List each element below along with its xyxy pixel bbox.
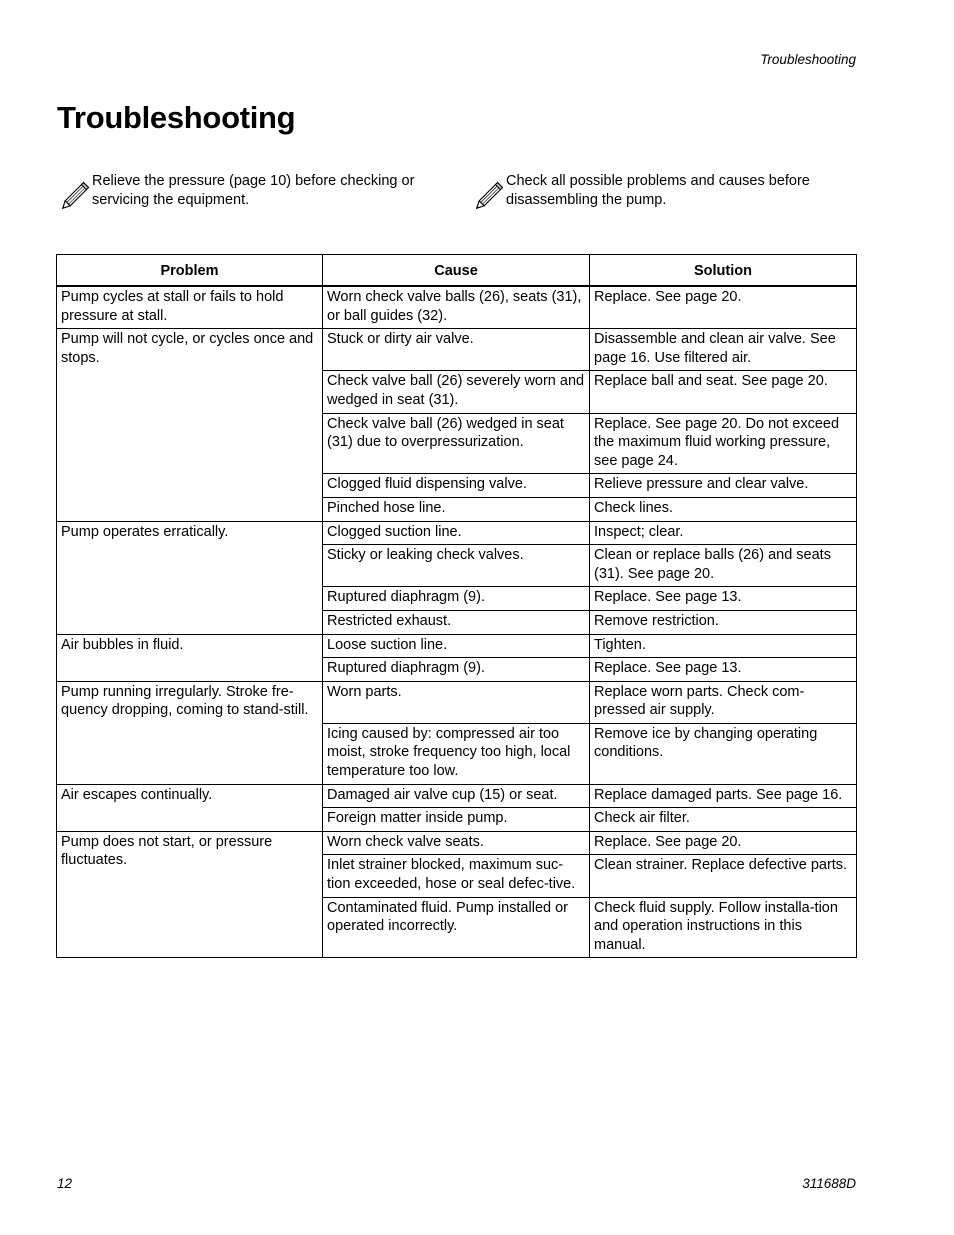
cause-cell: Ruptured diaphragm (9). (323, 587, 590, 611)
solution-cell: Clean or replace balls (26) and seats (31). See page 20. (590, 545, 857, 587)
cause-cell: Worn check valve balls (26), seats (31), or ball guides (32). (323, 286, 590, 329)
solution-cell: Check fluid supply. Follow installa-tion and operation instructions in this manual. (590, 897, 857, 958)
cause-cell: Pinched hose line. (323, 497, 590, 521)
note-text: Relieve the pressure (page 10) before checking or servicing the equipment. (92, 173, 415, 208)
solution-cell: Check lines. (590, 497, 857, 521)
solution-cell: Disassemble and clean air valve. See page 16. Use filtered air. (590, 329, 857, 371)
note-text: Check all possible problems and causes before disassembling the pump. (506, 173, 810, 208)
cause-cell: Stuck or dirty air valve. (323, 329, 590, 371)
header-solution: Solution (590, 255, 857, 287)
table-row (57, 521, 857, 545)
solution-cell: Replace. See page 20. (590, 286, 857, 329)
table-row (57, 681, 857, 723)
pencil-icon (472, 180, 504, 214)
page-title: Troubleshooting (57, 100, 296, 135)
cause-cell: Inlet strainer blocked, maximum suc-tion exceeded, hose or seal defec-tive. (323, 855, 590, 897)
cause-cell: Restricted exhaust. (323, 610, 590, 634)
pencil-icon (58, 180, 90, 214)
header-problem: Problem (57, 255, 323, 287)
cause-cell: Clogged fluid dispensing valve. (323, 474, 590, 498)
solution-cell: Remove restriction. (590, 610, 857, 634)
solution-cell: Replace ball and seat. See page 20. (590, 371, 857, 413)
note-check-problems (472, 172, 852, 214)
table-header-row (57, 255, 857, 287)
cause-cell: Loose suction line. (323, 634, 590, 658)
table-row (57, 634, 857, 658)
solution-cell: Tighten. (590, 634, 857, 658)
cause-cell: Check valve ball (26) severely worn and wedged in seat (31). (323, 371, 590, 413)
cause-cell: Worn check valve seats. (323, 831, 590, 855)
table-row (57, 831, 857, 855)
table-row (57, 286, 857, 329)
solution-cell: Replace. See page 20. Do not exceed the maximum fluid working pressure, see page 24. (590, 413, 857, 474)
cause-cell: Ruptured diaphragm (9). (323, 658, 590, 682)
solution-cell: Clean strainer. Replace defective parts. (590, 855, 857, 897)
problem-cell: Pump running irregularly. Stroke fre-quency dropping, coming to stand-still. (57, 681, 323, 784)
solution-cell: Replace damaged parts. See page 16. (590, 784, 857, 808)
table-row (57, 329, 857, 371)
problem-cell: Pump will not cycle, or cycles once and stops. (57, 329, 323, 521)
solution-cell: Remove ice by changing operating conditions. (590, 723, 857, 784)
solution-cell: Check air filter. (590, 808, 857, 832)
cause-cell: Clogged suction line. (323, 521, 590, 545)
problem-cell: Pump cycles at stall or fails to hold pressure at stall. (57, 286, 323, 329)
troubleshooting-table (56, 254, 857, 958)
problem-cell: Air bubbles in fluid. (57, 634, 323, 681)
page-number: 12 (57, 1176, 73, 1191)
solution-cell: Replace worn parts. Check com-pressed air supply. (590, 681, 857, 723)
document-number: 311688D (802, 1176, 856, 1191)
table-row (57, 784, 857, 808)
running-head: Troubleshooting (760, 52, 856, 67)
note-relieve-pressure (58, 172, 448, 214)
solution-cell: Inspect; clear. (590, 521, 857, 545)
cause-cell: Check valve ball (26) wedged in seat (31) due to overpressurization. (323, 413, 590, 474)
solution-cell: Replace. See page 13. (590, 658, 857, 682)
problem-cell: Air escapes continually. (57, 784, 323, 831)
header-cause: Cause (323, 255, 590, 287)
cause-cell: Foreign matter inside pump. (323, 808, 590, 832)
cause-cell: Sticky or leaking check valves. (323, 545, 590, 587)
cause-cell: Contaminated fluid. Pump installed or operated incorrectly. (323, 897, 590, 958)
cause-cell: Worn parts. (323, 681, 590, 723)
solution-cell: Relieve pressure and clear valve. (590, 474, 857, 498)
problem-cell: Pump does not start, or pressure fluctuates. (57, 831, 323, 958)
solution-cell: Replace. See page 13. (590, 587, 857, 611)
cause-cell: Damaged air valve cup (15) or seat. (323, 784, 590, 808)
problem-cell: Pump operates erratically. (57, 521, 323, 634)
solution-cell: Replace. See page 20. (590, 831, 857, 855)
cause-cell: Icing caused by: compressed air too moist, stroke frequency too high, local temperature too low. (323, 723, 590, 784)
